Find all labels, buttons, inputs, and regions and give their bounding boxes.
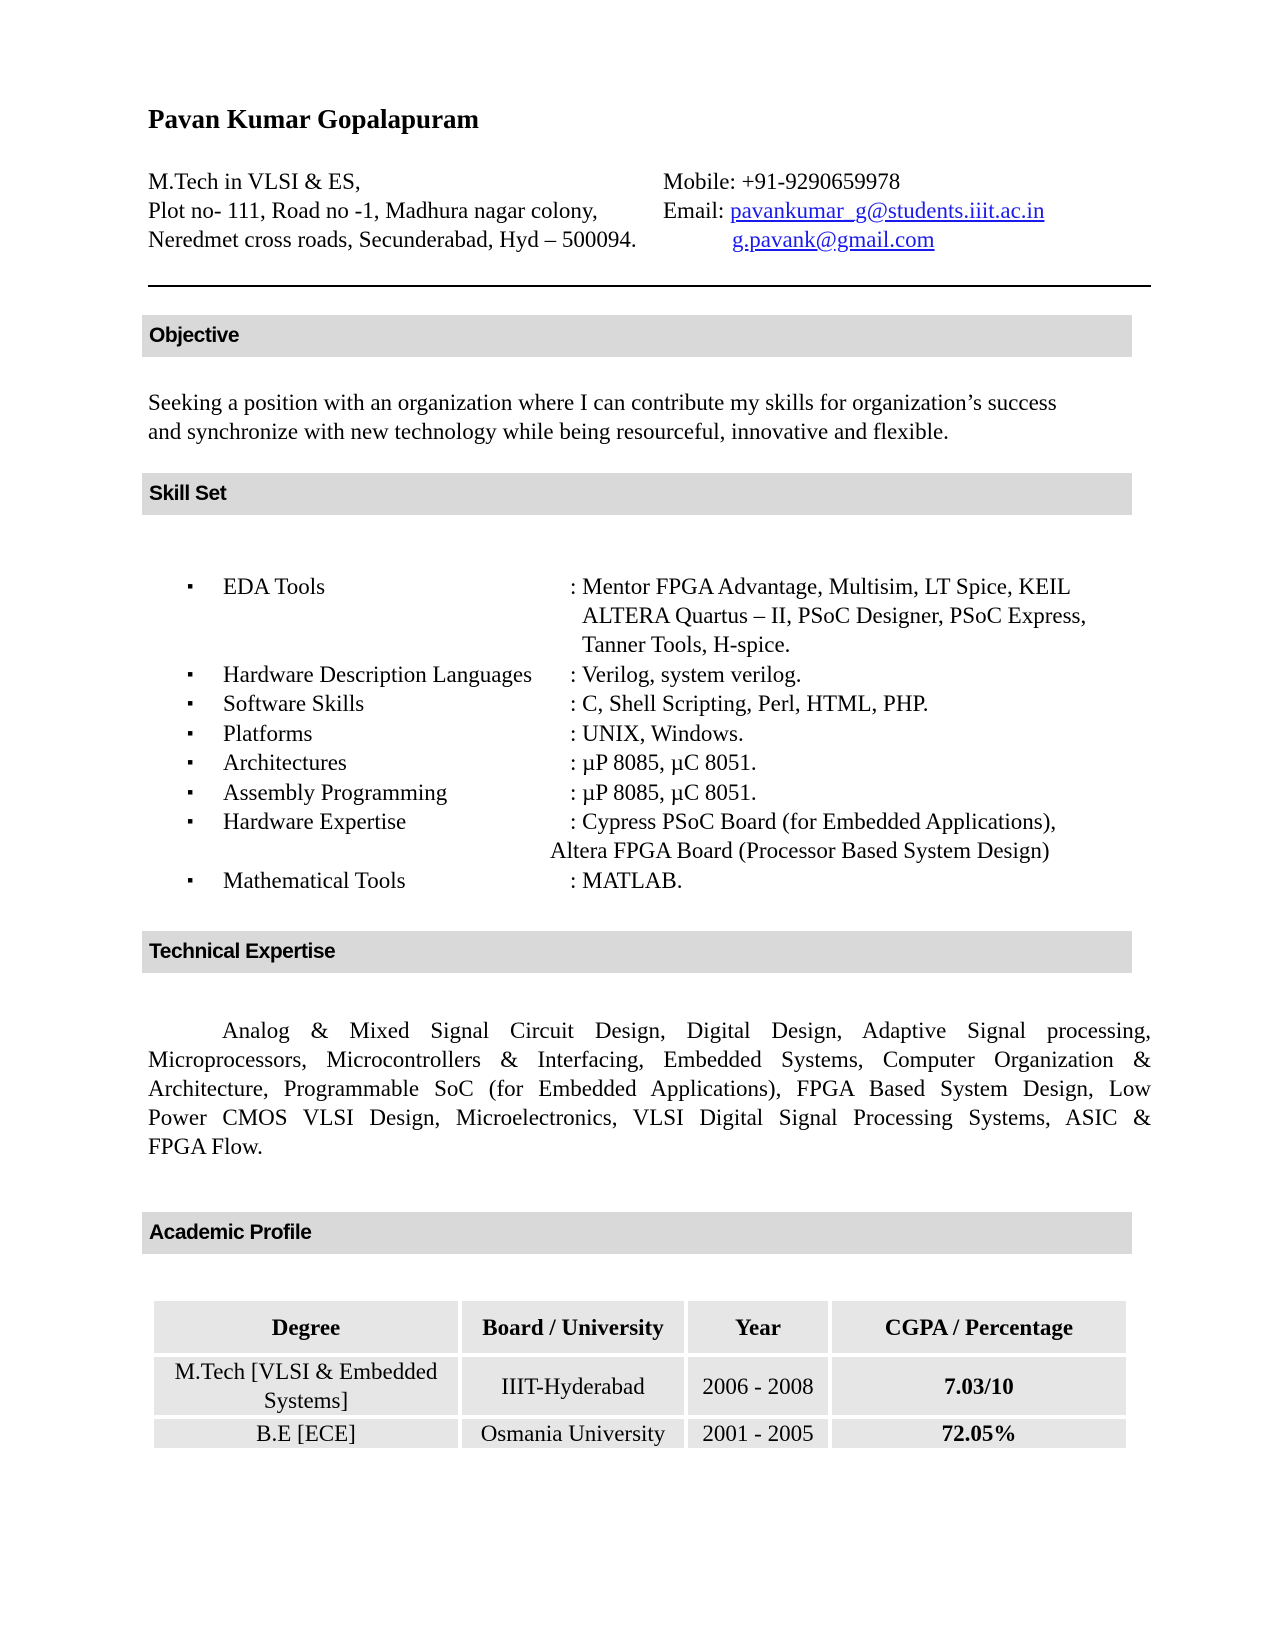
skill-value: : UNIX, Windows. bbox=[570, 720, 744, 746]
skill-item bbox=[148, 748, 1158, 777]
bullet-icon: ▪ bbox=[187, 664, 194, 684]
year-cell: 2001 - 2005 bbox=[688, 1419, 828, 1448]
column-header: Board / University bbox=[462, 1301, 684, 1353]
skill-value: : Cypress PSoC Board (for Embedded Applications), Altera FPGA Board (Processor Based System Design) bbox=[550, 808, 1057, 863]
bullet-icon: ▪ bbox=[187, 752, 194, 773]
skill-name: Hardware Description Languages bbox=[223, 662, 533, 687]
skill-value: : Mentor FPGA Advantage, Multisim, LT Spice, KEIL ALTERA Quartus – II, PSoC Designer, PSoC Express, Tanner Tools, H-spice. bbox=[570, 574, 1087, 657]
skills-list bbox=[148, 572, 1158, 895]
degree-line: M.Tech in VLSI & ES, bbox=[148, 169, 361, 194]
bullet-icon: ▪ bbox=[187, 722, 194, 743]
skill-name: Architectures bbox=[223, 750, 347, 776]
objective-line: Seeking a position with an organization where I can contribute my skills for organization’s success bbox=[148, 390, 1057, 415]
column-header: Degree bbox=[154, 1301, 458, 1353]
email-link-primary[interactable]: pavankumar_g@students.iiit.ac.in bbox=[730, 198, 1045, 223]
skill-item bbox=[148, 807, 1158, 866]
score-cell: 72.05% bbox=[832, 1419, 1126, 1448]
skill-item bbox=[148, 778, 1158, 807]
bullet-icon: ▪ bbox=[187, 810, 194, 831]
year-cell: 2006 - 2008 bbox=[688, 1357, 828, 1415]
bullet-icon: ▪ bbox=[187, 781, 194, 802]
section-title: Skill Set bbox=[149, 482, 227, 505]
bullet-icon: ▪ bbox=[187, 693, 194, 714]
objective-text bbox=[148, 388, 1151, 446]
email-label: Email: bbox=[663, 198, 731, 223]
objective-line: and synchronize with new technology while being resourceful, innovative and flexible. bbox=[148, 419, 949, 444]
email-link-secondary[interactable]: g.pavank@gmail.com bbox=[732, 227, 935, 252]
mobile-number: Mobile: +91-9290659978 bbox=[663, 169, 901, 194]
section-title: Academic Profile bbox=[149, 1221, 312, 1244]
academic-table bbox=[150, 1297, 1130, 1452]
bullet-icon: ▪ bbox=[187, 869, 194, 890]
address-line-1: Plot no- 111, Road no -1, Madhura nagar colony, bbox=[148, 198, 598, 223]
skill-value: : C, Shell Scripting, Perl, HTML, PHP. bbox=[570, 691, 929, 717]
skill-name: EDA Tools bbox=[223, 574, 326, 599]
expertise-line: Power CMOS VLSI Design, Microelectronics, VLSI Digital Signal Processing Systems, ASIC & bbox=[148, 1105, 1151, 1130]
skill-item bbox=[148, 866, 1158, 895]
skill-value: : MATLAB. bbox=[570, 867, 683, 893]
score-cell: 7.03/10 bbox=[832, 1357, 1126, 1415]
skill-name: Software Skills bbox=[223, 691, 365, 717]
skill-item bbox=[148, 689, 1158, 718]
technical-expertise-text bbox=[148, 1016, 1151, 1161]
degree-cell: B.E [ECE] bbox=[154, 1419, 458, 1448]
section-title: Technical Expertise bbox=[149, 940, 336, 963]
expertise-line: Analog & Mixed Signal Circuit Design, Digital Design, Adaptive Signal processing, bbox=[222, 1018, 1151, 1043]
section-academic-profile bbox=[142, 1212, 1132, 1254]
section-skill-set bbox=[142, 473, 1132, 515]
skill-value: : µP 8085, µC 8051. bbox=[570, 779, 757, 805]
expertise-line: Microprocessors, Microcontrollers & Interfacing, Embedded Systems, Computer Organization & bbox=[148, 1047, 1151, 1072]
skill-item bbox=[148, 660, 1158, 689]
board-cell: IIIT-Hyderabad bbox=[462, 1357, 684, 1415]
skill-value: : Verilog, system verilog. bbox=[570, 662, 802, 687]
section-objective bbox=[142, 315, 1132, 357]
candidate-name: Pavan Kumar Gopalapuram bbox=[148, 104, 480, 134]
expertise-line: FPGA Flow. bbox=[148, 1134, 263, 1159]
skill-name: Platforms bbox=[223, 720, 313, 746]
section-title: Objective bbox=[149, 324, 240, 347]
skill-name: Assembly Programming bbox=[223, 779, 448, 805]
email-row bbox=[663, 196, 1044, 225]
table-row bbox=[154, 1357, 1126, 1415]
skill-name: Mathematical Tools bbox=[223, 867, 406, 893]
skill-value: : µP 8085, µC 8051. bbox=[570, 750, 757, 776]
email-row-secondary bbox=[732, 225, 935, 254]
skill-item bbox=[148, 719, 1158, 748]
address-line-2: Neredmet cross roads, Secunderabad, Hyd – 500094. bbox=[148, 227, 637, 252]
bullet-icon: ▪ bbox=[187, 576, 194, 596]
skill-item bbox=[148, 572, 1158, 660]
board-cell: Osmania University bbox=[462, 1419, 684, 1448]
column-header: Year bbox=[688, 1301, 828, 1353]
table-header-row bbox=[154, 1301, 1126, 1353]
expertise-line: Architecture, Programmable SoC (for Embedded Applications), FPGA Based System Design, Low bbox=[148, 1076, 1151, 1101]
header-divider bbox=[148, 285, 1151, 287]
skill-name: Hardware Expertise bbox=[223, 808, 407, 834]
table-row bbox=[154, 1419, 1126, 1448]
column-header: CGPA / Percentage bbox=[832, 1301, 1126, 1353]
degree-cell: M.Tech [VLSI & Embedded Systems] bbox=[154, 1357, 458, 1415]
section-technical-expertise bbox=[142, 931, 1132, 973]
